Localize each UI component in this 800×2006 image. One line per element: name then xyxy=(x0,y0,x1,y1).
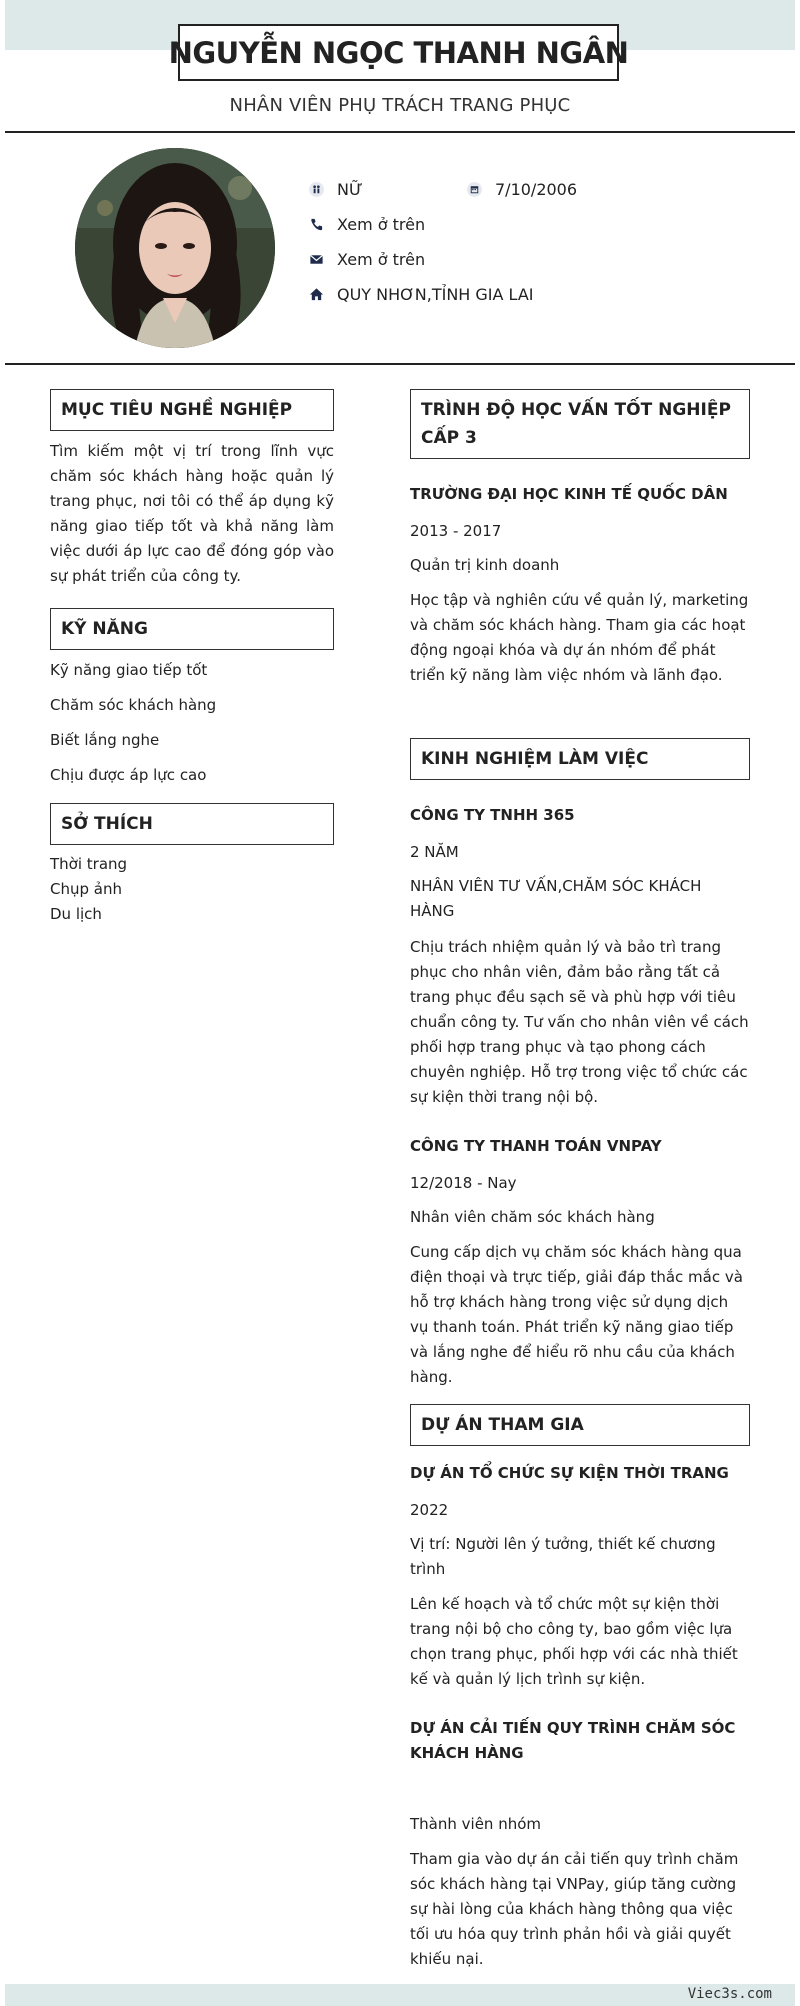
skill-item: Biết lắng nghe xyxy=(50,731,160,749)
watermark: Viec3s.com xyxy=(687,1986,772,2002)
birthdate-value: 7/10/2006 xyxy=(495,180,578,199)
gender-value: NỮ xyxy=(337,180,363,199)
job-position: NHÂN VIÊN TƯ VẤN,CHĂM SÓC KHÁCH HÀNG xyxy=(410,877,702,920)
contact-gender xyxy=(307,180,363,199)
hobby-item: Thời trang xyxy=(50,855,128,873)
contact-email xyxy=(307,250,425,269)
email-value: Xem ở trên xyxy=(337,250,426,269)
address-value: QUY NHƠN,TỈNH GIA LAI xyxy=(337,285,534,304)
contact-birthdate xyxy=(465,180,577,199)
divider xyxy=(5,131,795,133)
hobby-item: Du lịch xyxy=(50,905,102,923)
calendar-icon xyxy=(465,181,483,199)
education-major: Quản trị kinh doanh xyxy=(410,556,560,574)
project-name: DỰ ÁN TỔ CHỨC SỰ KIỆN THỜI TRANG xyxy=(410,1464,729,1482)
project-year: 2022 xyxy=(410,1501,449,1519)
candidate-name: NGUYỄN NGỌC THANH NGÂN xyxy=(178,24,619,81)
skill-item: Chăm sóc khách hàng xyxy=(50,696,217,714)
contact-address xyxy=(307,285,534,304)
gender-icon xyxy=(307,181,325,199)
divider xyxy=(5,363,795,365)
envelope-icon xyxy=(307,251,325,269)
home-icon xyxy=(307,286,325,304)
education-description: Học tập và nghiên cứu về quản lý, marketing và chăm sóc khách hàng. Tham gia các hoạt động ngoại khóa và dự án nhóm để phát triển kỹ năng làm việc nhóm và lãnh đạo. xyxy=(410,591,749,684)
job-description: Cung cấp dịch vụ chăm sóc khách hàng qua điện thoại và trực tiếp, giải đáp thắc mắc và hỗ trợ khách hàng trong việc sử dụng dịch vụ thanh toán. Phát triển kỹ năng giao tiếp và lắng nghe để hiểu rõ nhu cầu của khách hàng. xyxy=(410,1243,743,1386)
job-title: NHÂN VIÊN PHỤ TRÁCH TRANG PHỤC xyxy=(229,95,571,116)
job-company: CÔNG TY THANH TOÁN VNPAY xyxy=(410,1137,662,1155)
contact-phone xyxy=(307,215,425,234)
phone-value: Xem ở trên xyxy=(337,215,426,234)
job-period: 12/2018 - Nay xyxy=(410,1174,517,1192)
avatar-photo xyxy=(75,148,275,348)
job-description: Chịu trách nhiệm quản lý và bảo trì trang phục cho nhân viên, đảm bảo rằng tất cả trang phục đều sạch sẽ và phù hợp với tiêu chuẩn công ty. Tư vấn cho nhân viên về cách phối hợp trang phục và tạo phong cách chuyên nghiệp. Hỗ trợ trong việc tổ chức các sự kiện thời trang nội bộ. xyxy=(410,938,749,1106)
skills-heading: KỸ NĂNG xyxy=(50,608,334,650)
objective-heading: MỤC TIÊU NGHỀ NGHIỆP xyxy=(50,389,334,431)
job-company: CÔNG TY TNHH 365 xyxy=(410,806,575,824)
project-role: Thành viên nhóm xyxy=(410,1815,541,1833)
projects-heading: DỰ ÁN THAM GIA xyxy=(410,1404,750,1446)
project-description: Lên kế hoạch và tổ chức một sự kiện thời trang nội bộ cho công ty, bao gồm việc lựa chọn trang phục, phối hợp với các nhà thiết kế và quản lý lịch trình sự kiện. xyxy=(410,1595,738,1688)
skill-item: Kỹ năng giao tiếp tốt xyxy=(50,661,208,679)
objective-text: Tìm kiếm một vị trí trong lĩnh vực chăm sóc khách hàng hoặc quản lý trang phục, nơi tôi có thể áp dụng kỹ năng giao tiếp tốt và khả năng làm việc dưới áp lực cao để đóng góp vào sự phát triển của công ty. xyxy=(50,442,334,585)
job-position: Nhân viên chăm sóc khách hàng xyxy=(410,1208,655,1226)
project-role: Vị trí: Người lên ý tưởng, thiết kế chương trình xyxy=(410,1535,716,1578)
experience-heading: KINH NGHIỆM LÀM VIỆC xyxy=(410,738,750,780)
education-period: 2013 - 2017 xyxy=(410,522,502,540)
education-school: TRƯỜNG ĐẠI HỌC KINH TẾ QUỐC DÂN xyxy=(410,485,728,503)
education-heading: TRÌNH ĐỘ HỌC VẤN TỐT NGHIỆP CẤP 3 xyxy=(410,389,750,459)
bottom-band xyxy=(5,1984,795,2006)
hobby-item: Chụp ảnh xyxy=(50,880,122,898)
phone-icon xyxy=(307,216,325,234)
skill-item: Chịu được áp lực cao xyxy=(50,766,207,784)
avatar xyxy=(75,148,275,348)
project-name: DỰ ÁN CẢI TIẾN QUY TRÌNH CHĂM SÓC KHÁCH HÀNG xyxy=(410,1719,736,1762)
project-description: Tham gia vào dự án cải tiến quy trình chăm sóc khách hàng tại VNPay, giúp tăng cường sự hài lòng của khách hàng thông qua việc tối ưu hóa quy trình phản hồi và giải quyết khiếu nại. xyxy=(410,1850,739,1968)
job-period: 2 NĂM xyxy=(410,843,459,861)
hobbies-heading: SỞ THÍCH xyxy=(50,803,334,845)
